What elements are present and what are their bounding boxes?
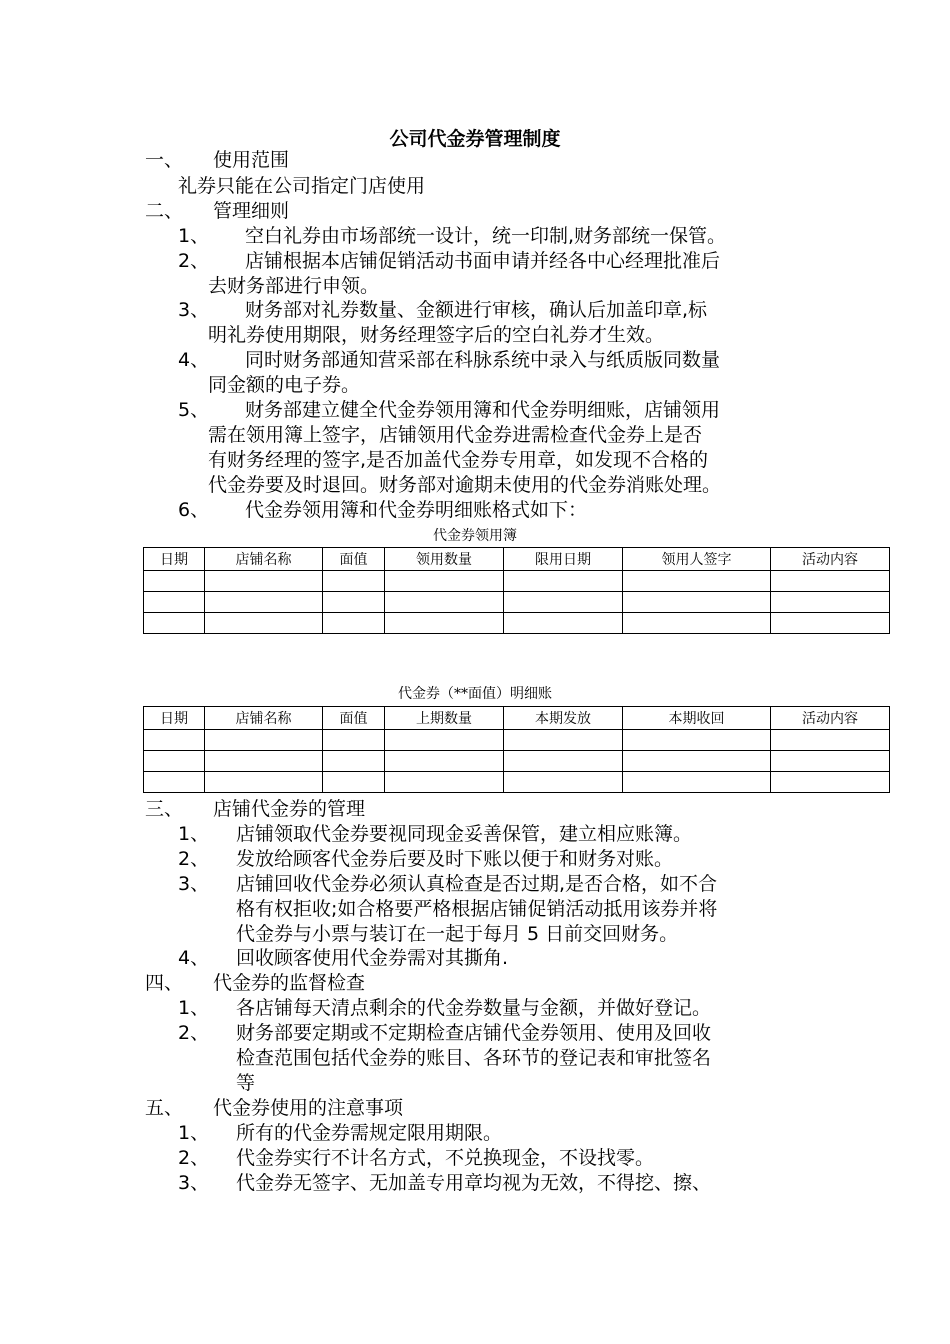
table-cell (323, 592, 385, 613)
table-header-cell: 店铺名称 (205, 548, 323, 571)
table-cell (385, 772, 504, 793)
item-text-continued: 同金额的电子券。 (208, 374, 361, 396)
list-item (0, 1121, 950, 1145)
table-row (144, 571, 890, 592)
table-cell (623, 751, 771, 772)
table-header-cell: 面值 (323, 707, 385, 730)
table-header-cell: 领用人签字 (623, 548, 771, 571)
table-cell (623, 772, 771, 793)
section-3-heading (0, 797, 950, 821)
item-text: 代金券无签字、无加盖专用章均视为无效，不得挖、擦、 (236, 1172, 712, 1194)
table-cell (623, 571, 771, 592)
item-text: 发放给顾客代金券后要及时下账以便于和财务对账。 (236, 848, 674, 870)
item-text: 财务部对礼券数量、金额进行审核，确认后加盖印章,标 (245, 299, 708, 321)
table-cell (385, 751, 504, 772)
section-2-heading (0, 199, 950, 223)
item-text-continued: 格有权拒收;如合格要严格根据店铺促销活动抵用该券并将 (236, 898, 718, 920)
section-5-heading (0, 1096, 950, 1120)
table-cell (205, 592, 323, 613)
item-text-continued: 代金券要及时退回。财务部对逾期未使用的代金券消账处理。 (208, 474, 722, 496)
table-header-cell: 上期数量 (385, 707, 504, 730)
section-title: 使用范围 (213, 149, 290, 171)
voucher-register-table (143, 547, 890, 634)
table-row (144, 592, 890, 613)
item-text: 同时财务部通知营采部在科脉系统中录入与纸质版同数量 (245, 349, 721, 371)
list-item (0, 298, 950, 322)
item-number: 5、 (178, 399, 210, 421)
table-cell (205, 772, 323, 793)
item-text: 代金券领用簿和代金券明细账格式如下： (245, 499, 588, 521)
table-cell (623, 730, 771, 751)
table-header-cell: 活动内容 (771, 707, 890, 730)
item-number: 2、 (178, 1147, 210, 1169)
section-number: 二、 (145, 200, 184, 222)
list-item (0, 224, 950, 248)
table-header-cell: 面值 (323, 548, 385, 571)
item-text-continued: 去财务部进行申领。 (208, 275, 380, 297)
item-number: 2、 (178, 250, 210, 272)
item-text-continued: 明礼券使用期限，财务经理签字后的空白礼券才生效。 (208, 324, 665, 346)
item-text: 店铺根据本店铺促销活动书面申请并经各中心经理批准后 (245, 250, 721, 272)
item-text-continued: 需在领用簿上签字，店铺领用代金券进需检查代金券上是否 (208, 424, 703, 446)
item-number: 1、 (178, 997, 210, 1019)
table-header-row (144, 548, 890, 571)
table-cell (385, 730, 504, 751)
list-item (0, 872, 950, 896)
table-cell (504, 571, 623, 592)
table-cell (771, 772, 890, 793)
section-number: 四、 (145, 972, 184, 994)
list-item (0, 1146, 950, 1170)
table-row (144, 772, 890, 793)
item-text-continued: 有财务经理的签字,是否加盖代金券专用章，如发现不合格的 (208, 449, 709, 471)
table-cell (771, 751, 890, 772)
section-number: 一、 (145, 149, 184, 171)
section-1-heading (0, 148, 950, 172)
table-cell (771, 730, 890, 751)
table-cell (323, 751, 385, 772)
section-title: 代金券使用的注意事项 (213, 1097, 404, 1119)
item-number: 4、 (178, 349, 210, 371)
list-item (0, 498, 950, 522)
section-title: 代金券的监督检查 (213, 972, 366, 994)
item-text: 代金券实行不计名方式，不兑换现金，不设找零。 (236, 1147, 655, 1169)
section-1-body: 礼券只能在公司指定门店使用 (178, 175, 426, 197)
table-header-cell: 活动内容 (771, 548, 890, 571)
table-row (144, 730, 890, 751)
item-number: 2、 (178, 1022, 210, 1044)
item-text: 所有的代金券需规定限用期限。 (236, 1122, 503, 1144)
table-header-cell: 店铺名称 (205, 707, 323, 730)
list-item (0, 348, 950, 372)
table-caption: 代金券领用簿 (433, 528, 517, 544)
item-text: 店铺回收代金券必须认真检查是否过期,是否合格，如不合 (236, 873, 718, 895)
table-cell (385, 571, 504, 592)
section-title: 管理细则 (213, 200, 290, 222)
table-cell (504, 730, 623, 751)
section-number: 三、 (145, 798, 184, 820)
table-cell (623, 613, 771, 634)
table-cell (205, 613, 323, 634)
table-header-cell: 日期 (144, 707, 205, 730)
item-text: 空白礼券由市场部统一设计，统一印制,财务部统一保管。 (245, 225, 727, 247)
table-header-row (144, 707, 890, 730)
table-header-cell: 领用数量 (385, 548, 504, 571)
table-cell (771, 592, 890, 613)
table-cell (323, 613, 385, 634)
item-number: 4、 (178, 947, 210, 969)
item-number: 3、 (178, 299, 210, 321)
table-row (144, 613, 890, 634)
table-cell (144, 592, 205, 613)
table-cell (385, 592, 504, 613)
table-cell (144, 772, 205, 793)
item-number: 1、 (178, 1122, 210, 1144)
table-caption: 代金券（**面值）明细账 (398, 686, 552, 702)
list-item (0, 1021, 950, 1045)
table-header-cell: 本期收回 (623, 707, 771, 730)
table-cell (144, 751, 205, 772)
item-text: 回收顾客使用代金券需对其撕角. (236, 947, 509, 969)
item-text: 店铺领取代金券要视同现金妥善保管，建立相应账簿。 (236, 823, 693, 845)
document-title: 公司代金券管理制度 (389, 128, 561, 150)
list-item (0, 822, 950, 846)
item-number: 3、 (178, 873, 210, 895)
list-item (0, 249, 950, 273)
item-number: 3、 (178, 1172, 210, 1194)
table-cell (144, 613, 205, 634)
voucher-ledger-table (143, 706, 890, 793)
table-cell (504, 592, 623, 613)
list-item (0, 946, 950, 970)
table-cell (323, 730, 385, 751)
table-header-cell: 限用日期 (504, 548, 623, 571)
item-text: 财务部要定期或不定期检查店铺代金券领用、使用及回收 (236, 1022, 712, 1044)
item-text-continued: 检查范围包括代金券的账目、各环节的登记表和审批签名 (236, 1047, 712, 1069)
item-text-continued: 等 (236, 1072, 256, 1094)
item-text: 财务部建立健全代金券领用簿和代金券明细账，店铺领用 (245, 399, 721, 421)
table-cell (205, 571, 323, 592)
list-item (0, 996, 950, 1020)
item-text: 各店铺每天清点剩余的代金券数量与金额，并做好登记。 (236, 997, 712, 1019)
item-number: 6、 (178, 499, 210, 521)
table-cell (504, 772, 623, 793)
section-title: 店铺代金券的管理 (213, 798, 366, 820)
table-cell (771, 571, 890, 592)
list-item (0, 847, 950, 871)
item-number: 1、 (178, 823, 210, 845)
item-number: 2、 (178, 848, 210, 870)
section-4-heading (0, 971, 950, 995)
table-cell (205, 751, 323, 772)
table-cell (504, 751, 623, 772)
table-cell (771, 613, 890, 634)
section-number: 五、 (145, 1097, 184, 1119)
table-header-cell: 日期 (144, 548, 205, 571)
table-cell (323, 571, 385, 592)
list-item (0, 1171, 950, 1195)
table-cell (205, 730, 323, 751)
table-cell (623, 592, 771, 613)
table-header-cell: 本期发放 (504, 707, 623, 730)
list-item (0, 398, 950, 422)
table-cell (323, 772, 385, 793)
table-cell (504, 613, 623, 634)
item-number: 1、 (178, 225, 210, 247)
table-cell (144, 571, 205, 592)
table-cell (144, 730, 205, 751)
table-cell (385, 613, 504, 634)
item-text-continued: 代金券与小票与装订在一起于每月 5 日前交回财务。 (236, 923, 679, 945)
table-row (144, 751, 890, 772)
